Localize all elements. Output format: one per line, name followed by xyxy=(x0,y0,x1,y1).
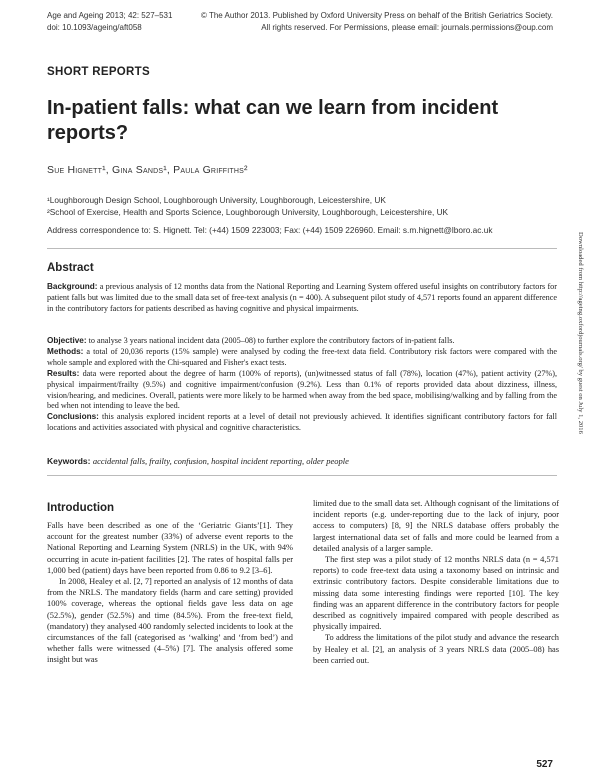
conclusions-text: this analysis explored incident reports at a level of detail not previously achieved. It identifies significant contributory factors for fall locations and activities associated with physical and cognitive characteristics. xyxy=(47,412,558,432)
permissions-line: All rights reserved. For Permissions, please email: journals.permissions@oup.com xyxy=(261,22,553,32)
keywords-text: accidental falls, frailty, confusion, hospital incident reporting, older people xyxy=(92,456,349,466)
article-title: In-patient falls: what can we learn from incident reports? xyxy=(47,97,499,144)
abstract-conclusions xyxy=(47,412,557,434)
intro-paragraph-4: The first step was a pilot study of 12 months NRLS data (n = 4,571 reports) to code free-text data using a taxonomy based on intrinsic and extrinsic contributory factors. Despite considerable limitations due to missing data some interesting findings were reported [10]. The key finding was an apparent difference in the contributory factors for people described as cognitively impaired compared with people described as physically impaired. xyxy=(313,555,559,632)
abstract-background xyxy=(47,282,557,314)
copyright-header xyxy=(201,10,553,33)
copyright-line: © The Author 2013. Published by Oxford University Press on behalf of the British Geriatrics Society. xyxy=(201,11,553,20)
abstract-methods xyxy=(47,347,557,369)
affiliation-2: ²School of Exercise, Health and Sports Science, Loughborough University, Loughborough, Leicestershire, UK xyxy=(47,207,449,217)
doi: doi: 10.1093/ageing/aft058 xyxy=(47,22,142,32)
results-label: Results: xyxy=(47,369,80,378)
intro-paragraph-1: Falls have been described as one of the ‘Geriatric Giants’[1]. They account for the greatest number (33%) of adverse event reports to the National Reporting and Learning System (NRLS) in the UK, with 94% occurring in acute in-patient facilities [2]. The rates of hospital falls per 1,000 bed (patient) days have been reported from 0.86 to 9.2 [3–6]. xyxy=(47,521,293,575)
keywords xyxy=(47,456,349,466)
background-label: Background: xyxy=(47,282,98,291)
body-column-left xyxy=(47,520,293,666)
page-number: 527 xyxy=(536,759,553,770)
download-sidebar: Downloaded from http://ageing.oxfordjournals.org/ by guest on July 1, 2016 xyxy=(577,232,584,434)
affiliation-1: ¹Loughborough Design School, Loughborough University, Loughborough, Leicestershire, UK xyxy=(47,195,386,205)
section-tag: SHORT REPORTS xyxy=(47,66,150,78)
divider-top xyxy=(47,248,557,249)
intro-paragraph-5: To address the limitations of the pilot study and advance the research by Healey et al. [2], an analysis of 3 years NRLS data (2005–08) has been carried out. xyxy=(313,633,559,665)
background-text: a previous analysis of 12 months data from the National Reporting and Learning System offered useful insights on contributory factors for patient falls but was limited due to the small data set of free-text analysis (n = 400). A subsequent pilot study of 4,571 reports found an apparent difference in the contributory factors for patients described as having cognitive and physical impairments. xyxy=(47,282,558,313)
intro-paragraph-3: limited due to the small data set. Although cognisant of the limitations of incident reports (e.g. under-reporting due to the lack of injury, poor access to computers) [8, 9] the NRLS database offers probably the largest international data set of falls and more could be learned from a detailed analysis of a larger sample. xyxy=(313,499,559,553)
results-text: data were reported about the degree of harm (100% of reports), (un)witnessed status of fall (78%), location (47%), patient activity (27%), physical impairment/frailty (9.5%) and cognitive impairment/confusion (9.2%). Less than 0.1% of reports provided data about dizziness, illness, vision/hearing, and medicines. Overall, patients were more likely to be harmed when away from the bed space, mobilising/walking and by falling from the bed when not intending to leave the bed. xyxy=(47,369,558,411)
abstract-results xyxy=(47,369,557,412)
methods-text: a total of 20,036 reports (15% sample) were analysed by coding the free-text data field. Contributory risk factors were compared with the whole sample and explored with the Chi-squared and Fisher's exact tests. xyxy=(47,347,557,367)
intro-paragraph-2: In 2008, Healey et al. [2, 7] reported an analysis of 12 months of data from the NRLS. The mandatory fields (harm and care setting) provided 100% coverage, whereas the optional fields gave less data on age (52.5%), gender (52.5%) and time (84.5%). From the free-text field, (mandatory) they analysed 400 randomly selected incidents to look at the circumstances of the fall (categorised as ‘walking’ and ‘from bed’) and whether falls were witnessed (4–5%) [7]. The analysis offered some insight but was xyxy=(47,577,293,665)
abstract-objective xyxy=(47,336,557,347)
methods-label: Methods: xyxy=(47,347,84,356)
journal-citation: Age and Ageing 2013; 42: 527–531 xyxy=(47,11,173,20)
journal-header xyxy=(47,10,172,33)
abstract-heading: Abstract xyxy=(47,262,94,274)
body-column-right xyxy=(313,498,559,666)
conclusions-label: Conclusions: xyxy=(47,412,99,421)
keywords-label: Keywords: xyxy=(47,456,91,466)
correspondence-address: Address correspondence to: S. Hignett. Tel: (+44) 1509 223003; Fax: (+44) 1509 226960. Email: s.m.hignett@lboro.ac.uk xyxy=(47,225,493,235)
objective-label: Objective: xyxy=(47,336,87,345)
objective-text: to analyse 3 years national incident data (2005–08) to further explore the contributory factors of in-patient falls. xyxy=(88,336,455,345)
introduction-heading: Introduction xyxy=(47,502,115,514)
divider-bottom xyxy=(47,475,557,476)
authors: Sue Hignett¹, Gina Sands¹, Paula Griffiths² xyxy=(47,164,248,176)
